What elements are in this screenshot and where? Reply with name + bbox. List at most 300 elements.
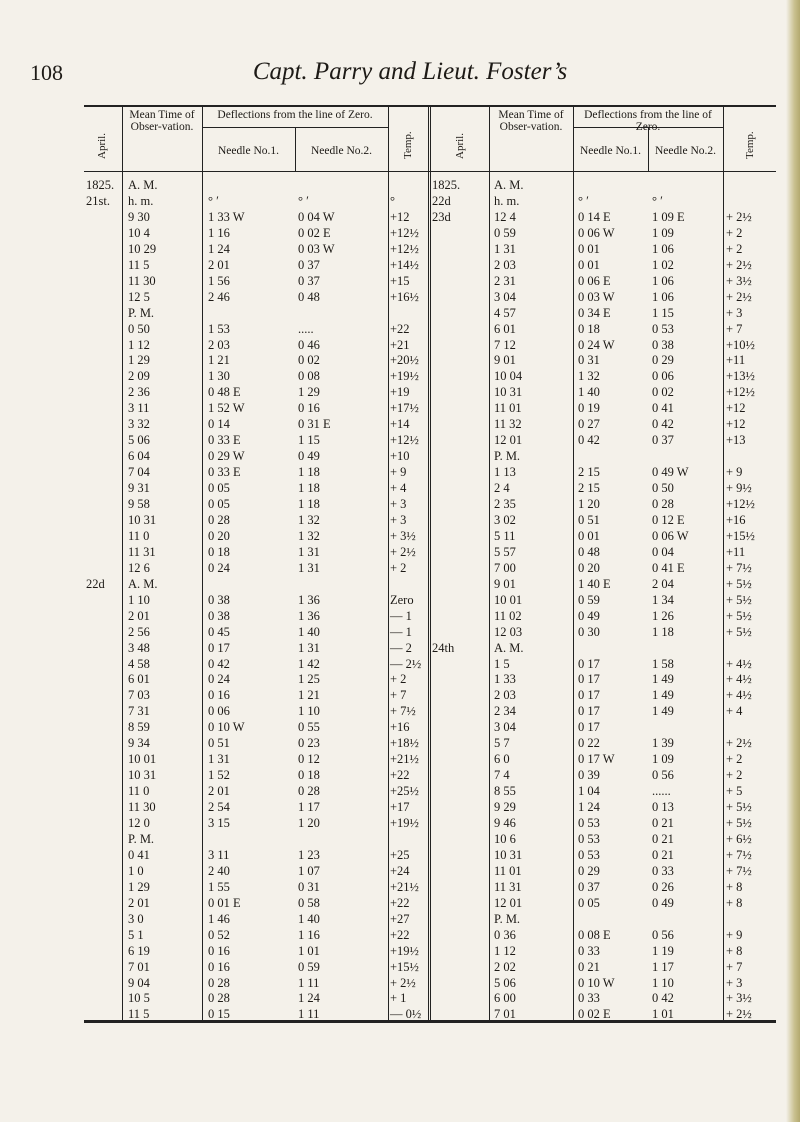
right-time-cell: 1 31 (494, 241, 516, 256)
left-time-cell: 10 4 (128, 225, 150, 240)
left-needle1-cell: ° ′ (208, 193, 219, 208)
right-needle1-cell: 0 06 W (578, 225, 615, 240)
left-date-cell: 1825. (86, 178, 115, 192)
left-time-cell: 11 30 (128, 800, 156, 815)
right-needle2-cell: 0 37 (652, 433, 674, 448)
left-needle1-cell: 0 51 (208, 736, 230, 751)
right-needle2-cell: 0 41 (652, 401, 674, 416)
right-needle2-cell: 1 26 (652, 608, 674, 623)
right-time-cell: 2 03 (494, 257, 516, 272)
left-temp-cell: +22 (390, 895, 410, 910)
left-time-cell: 7 04 (128, 465, 150, 480)
right-needle1-cell: 0 17 (578, 656, 600, 671)
left-temp-cell: +24 (390, 863, 410, 878)
right-time-cell: 12 01 (494, 433, 523, 448)
left-needle2-cell: 0 08 (298, 369, 320, 384)
left-time-cell: 11 0 (128, 784, 150, 799)
left-time-cell: 11 30 (128, 273, 156, 288)
right-temp-cell: + 2½ (726, 257, 752, 272)
right-needle2-cell: 1 34 (652, 592, 674, 607)
left-needle1-cell: 1 52 W (208, 401, 245, 416)
right-time-cell: 2 34 (494, 704, 516, 719)
right-temp-cell: + 8 (726, 879, 743, 894)
left-temp-cell: + 2 (390, 672, 407, 687)
left-needle1-cell: 0 24 (208, 560, 230, 575)
left-temp-cell: +18½ (390, 736, 419, 751)
right-temp-cell: +13½ (726, 369, 755, 384)
right-time-cell: 10 01 (494, 592, 523, 607)
right-needle1-cell: 1 24 (578, 800, 600, 815)
right-time-cell: 6 00 (494, 991, 516, 1006)
right-needle2-cell: 0 38 (652, 337, 674, 352)
left-time-cell: 7 03 (128, 688, 150, 703)
left-needle1-cell: 0 06 (208, 704, 230, 719)
right-temp-cell: + 3 (726, 975, 743, 990)
left-needle1-cell: 2 54 (208, 800, 230, 815)
right-needle2-cell: 0 49 (652, 895, 674, 910)
left-needle2-cell: 1 10 (298, 704, 320, 719)
left-time-cell: 7 31 (128, 704, 150, 719)
right-needle1-cell: 2 15 (578, 465, 600, 480)
left-needle1-cell: 1 24 (208, 241, 230, 256)
right-needle1-cell: 0 01 (578, 257, 600, 272)
right-time-cell: 7 12 (494, 337, 516, 352)
needle2-header-left: Needle No.2. (311, 145, 372, 157)
left-needle2-cell: 0 12 (298, 752, 320, 767)
right-time-cell: 12 03 (494, 624, 523, 639)
right-needle1-cell: 0 08 E (578, 927, 611, 942)
right-temp-cell: + 5½ (726, 800, 752, 815)
left-temp-cell: +12 (390, 209, 410, 224)
right-time-cell: 2 4 (494, 481, 510, 496)
left-needle2-cell: 1 40 (298, 624, 320, 639)
left-temp-cell: — 2 (390, 640, 412, 655)
left-needle1-cell: 1 33 W (208, 209, 245, 224)
right-needle2-cell: 0 56 (652, 927, 674, 942)
left-time-cell: 12 6 (128, 560, 150, 575)
left-needle2-cell: 1 40 (298, 911, 320, 926)
left-needle1-cell: 1 46 (208, 911, 230, 926)
column-rule (430, 107, 431, 1023)
left-temp-cell: — 1 (390, 608, 412, 623)
left-temp-cell: +22 (390, 927, 410, 942)
right-date-cell: 1825. (432, 178, 461, 192)
left-temp-cell: +19½ (390, 816, 419, 830)
left-temp-cell: +17½ (390, 401, 419, 416)
left-needle1-cell: 2 01 (208, 784, 230, 799)
left-needle1-cell: 0 17 (208, 640, 230, 655)
right-needle2-cell: 0 50 (652, 481, 674, 496)
right-needle1-cell: 0 42 (578, 433, 600, 448)
right-temp-cell: + 2½ (726, 736, 752, 751)
right-needle1-cell: 0 51 (578, 512, 600, 527)
left-time-cell: 1 12 (128, 337, 150, 352)
right-temp-cell: +12 (726, 401, 746, 416)
right-needle2-cell: 0 04 (652, 544, 674, 559)
left-needle2-cell: 1 36 (298, 592, 320, 607)
right-time-cell: 8 55 (494, 784, 516, 799)
mean-time-header-left: Mean Time of Obser-vation. (129, 109, 195, 133)
right-temp-cell: +15½ (726, 528, 755, 543)
left-needle1-cell: 0 42 (208, 656, 230, 671)
left-needle2-cell: 1 07 (298, 863, 320, 878)
left-time-cell: h. m. (128, 193, 154, 208)
left-temp-cell: + 3½ (390, 528, 416, 543)
left-time-cell: A. M. (128, 178, 158, 192)
left-needle2-cell: 1 16 (298, 927, 320, 942)
left-needle2-cell: 1 18 (298, 481, 320, 496)
left-needle1-cell: 1 30 (208, 369, 230, 384)
right-time-cell: 2 31 (494, 273, 516, 288)
left-needle1-cell: 0 16 (208, 943, 230, 958)
right-time-cell: 0 59 (494, 225, 516, 240)
right-temp-cell: +12½ (726, 385, 755, 400)
right-needle1-cell: 0 17 (578, 672, 600, 687)
left-temp-cell: — 0½ (390, 1007, 422, 1022)
right-time-cell: 5 57 (494, 544, 516, 559)
left-temp-cell: +17 (390, 800, 410, 815)
right-temp-cell: +10½ (726, 337, 755, 352)
right-time-cell: 2 03 (494, 688, 516, 703)
left-time-cell: 7 01 (128, 959, 150, 974)
right-needle2-cell: 0 06 W (652, 528, 689, 543)
right-needle1-cell: ° ′ (578, 193, 589, 208)
right-time-cell: 11 01 (494, 401, 522, 416)
left-needle1-cell: 1 56 (208, 273, 230, 288)
right-temp-cell: + 9 (726, 927, 743, 942)
right-needle2-cell: 0 28 (652, 497, 674, 511)
column-rule (489, 107, 490, 1023)
left-temp-cell: Zero (390, 592, 414, 607)
right-needle1-cell: 1 04 (578, 784, 600, 799)
left-time-cell: 9 34 (128, 736, 150, 751)
left-time-cell: P. M. (128, 305, 155, 320)
left-needle2-cell: 0 23 (298, 736, 320, 751)
left-temp-cell: +21½ (390, 879, 419, 894)
right-time-cell: 10 31 (494, 385, 523, 400)
right-needle2-cell: 1 49 (652, 672, 674, 687)
right-needle2-cell: 1 49 (652, 688, 674, 703)
left-needle2-cell: ° ′ (298, 193, 309, 208)
right-time-cell: 2 35 (494, 497, 516, 511)
left-needle2-cell: 1 31 (298, 560, 320, 575)
right-temp-cell: + 6½ (726, 831, 752, 846)
left-temp-cell: +15 (390, 273, 410, 288)
column-rule (573, 107, 574, 1023)
right-temp-cell: + 2½ (726, 289, 752, 304)
right-temp-cell: + 2 (726, 768, 743, 783)
left-temp-cell: +19½ (390, 943, 419, 958)
right-temp-cell: + 4½ (726, 688, 752, 703)
left-time-cell: 10 29 (128, 241, 157, 256)
left-needle1-cell: 1 55 (208, 879, 230, 894)
left-time-cell: 3 32 (128, 417, 150, 432)
left-time-cell: 2 36 (128, 385, 150, 400)
left-needle1-cell: 1 31 (208, 752, 230, 767)
right-time-cell: 3 04 (494, 289, 516, 304)
right-temp-cell: + 7 (726, 321, 743, 336)
left-temp-cell: + 7 (390, 688, 407, 703)
left-temp-cell: + 9 (390, 465, 407, 480)
left-needle2-cell: 0 49 (298, 449, 320, 464)
left-needle2-cell: 0 28 (298, 784, 320, 799)
right-needle1-cell: 0 01 (578, 528, 600, 543)
left-time-cell: 11 5 (128, 257, 150, 272)
right-needle1-cell: 0 30 (578, 624, 600, 639)
right-time-cell: h. m. (494, 193, 520, 208)
right-needle2-cell: 0 41 E (652, 560, 685, 575)
left-temp-cell: +25½ (390, 784, 419, 799)
left-needle1-cell: 0 38 (208, 592, 230, 607)
left-needle1-cell: 0 28 (208, 991, 230, 1006)
right-temp-cell: + 2½ (726, 209, 752, 224)
right-needle2-cell: 0 06 (652, 369, 674, 384)
right-needle2-cell: 0 26 (652, 879, 674, 894)
right-needle2-cell: 1 15 (652, 305, 674, 320)
right-temp-cell: + 7½ (726, 863, 752, 878)
left-time-cell: 6 19 (128, 943, 150, 958)
right-temp-cell: + 5½ (726, 592, 752, 607)
left-needle2-cell: 0 58 (298, 895, 320, 910)
right-time-cell: 5 11 (494, 528, 516, 543)
left-needle2-cell: 0 02 E (298, 225, 331, 240)
right-temp-cell: +12 (726, 417, 746, 432)
left-temp-cell: +21½ (390, 752, 419, 767)
left-needle2-cell: 0 37 (298, 273, 320, 288)
left-time-cell: 12 0 (128, 816, 150, 830)
right-needle1-cell: 0 49 (578, 608, 600, 623)
right-time-cell: 11 02 (494, 608, 522, 623)
right-time-cell: 10 6 (494, 831, 516, 846)
left-needle1-cell: 3 11 (208, 847, 230, 862)
left-time-cell: 5 06 (128, 433, 150, 448)
right-needle1-cell: 0 17 (578, 720, 600, 735)
left-needle1-cell: 0 33 E (208, 465, 241, 480)
right-needle1-cell: 0 19 (578, 401, 600, 416)
left-time-cell: 10 01 (128, 752, 157, 767)
left-needle1-cell: 1 52 (208, 768, 230, 783)
right-time-cell: 0 36 (494, 927, 516, 942)
left-time-cell: 10 31 (128, 512, 157, 527)
right-needle1-cell: 1 20 (578, 497, 600, 511)
left-needle1-cell: 0 48 E (208, 385, 241, 400)
right-needle2-cell: 1 06 (652, 241, 674, 256)
right-time-cell: 1 33 (494, 672, 516, 687)
left-time-cell: 1 29 (128, 353, 150, 368)
left-needle1-cell: 0 29 W (208, 449, 245, 464)
right-temp-cell: + 8 (726, 895, 743, 910)
left-date-cell: 22d (86, 576, 105, 591)
right-time-cell: 7 00 (494, 560, 516, 575)
left-time-cell: 11 0 (128, 528, 150, 543)
left-needle1-cell: 0 16 (208, 688, 230, 703)
right-temp-cell: +11 (726, 544, 746, 559)
column-rule (202, 107, 203, 1023)
left-time-cell: 11 31 (128, 544, 156, 559)
left-time-cell: 10 31 (128, 768, 157, 783)
right-needle2-cell: 0 33 (652, 863, 674, 878)
left-time-cell: 12 5 (128, 289, 150, 304)
temp-header-left: Temp. (402, 131, 414, 159)
right-needle2-cell: 0 49 W (652, 465, 689, 480)
right-needle1-cell: 0 17 (578, 688, 600, 703)
right-needle2-cell: 1 09 E (652, 209, 685, 224)
left-needle2-cell: 0 18 (298, 768, 320, 783)
right-temp-cell: + 7½ (726, 560, 752, 575)
left-time-cell: 9 30 (128, 209, 150, 224)
right-time-cell: A. M. (494, 178, 524, 192)
right-needle1-cell: 0 34 E (578, 305, 611, 320)
right-time-cell: 11 32 (494, 417, 522, 432)
left-time-cell: 2 56 (128, 624, 150, 639)
left-needle2-cell: 1 11 (298, 1007, 320, 1022)
left-temp-cell: + 1 (390, 991, 407, 1006)
left-temp-cell: + 4 (390, 481, 407, 496)
left-needle2-cell: 0 59 (298, 959, 320, 974)
right-needle1-cell: 0 17 (578, 704, 600, 719)
right-needle1-cell: 1 40 E (578, 576, 611, 591)
left-time-cell: 2 09 (128, 369, 150, 384)
left-needle2-cell: 1 31 (298, 640, 320, 655)
left-needle1-cell: 1 16 (208, 225, 230, 240)
right-time-cell: 7 4 (494, 768, 510, 783)
left-time-cell: 2 01 (128, 895, 150, 910)
right-time-cell: 9 29 (494, 800, 516, 815)
right-needle1-cell: 0 02 E (578, 1007, 611, 1022)
right-temp-cell: + 7 (726, 959, 743, 974)
right-needle1-cell: 0 27 (578, 417, 600, 432)
right-needle2-cell: 0 02 (652, 385, 674, 400)
left-needle2-cell: 1 36 (298, 608, 320, 623)
left-temp-cell: — 1 (390, 624, 412, 639)
left-needle1-cell: 0 28 (208, 512, 230, 527)
left-needle1-cell: 2 03 (208, 337, 230, 352)
right-needle2-cell: 0 21 (652, 847, 674, 862)
right-needle1-cell: 0 48 (578, 544, 600, 559)
right-needle1-cell: 0 53 (578, 847, 600, 862)
left-time-cell: 1 0 (128, 863, 144, 878)
right-temp-cell: + 8 (726, 943, 743, 958)
left-temp-cell: + 2½ (390, 544, 416, 559)
left-temp-cell: +21 (390, 337, 410, 352)
left-temp-cell: +15½ (390, 959, 419, 974)
left-temp-cell: + 2 (390, 560, 407, 575)
right-needle2-cell: 0 12 E (652, 512, 685, 527)
left-temp-cell: + 3 (390, 497, 407, 511)
left-temp-cell: +22 (390, 768, 410, 783)
left-time-cell: 1 10 (128, 592, 150, 607)
left-temp-cell: +12½ (390, 433, 419, 448)
column-rule (428, 107, 429, 1023)
right-needle1-cell: 0 33 (578, 943, 600, 958)
right-needle2-cell: ...... (652, 784, 671, 799)
right-needle2-cell: 2 04 (652, 576, 674, 591)
right-time-cell: P. M. (494, 449, 521, 464)
left-temp-cell: +16 (390, 720, 410, 735)
left-temp-cell: +14½ (390, 257, 419, 272)
right-needle2-cell: 1 10 (652, 975, 674, 990)
right-temp-cell: + 5½ (726, 816, 752, 830)
right-needle1-cell: 1 40 (578, 385, 600, 400)
right-temp-cell: + 2½ (726, 1007, 752, 1022)
right-needle2-cell: 1 09 (652, 752, 674, 767)
left-needle2-cell: 0 31 E (298, 417, 331, 432)
left-time-cell: 2 01 (128, 608, 150, 623)
right-needle2-cell: 0 56 (652, 768, 674, 783)
right-temp-cell: +16 (726, 512, 746, 527)
right-temp-cell: +13 (726, 433, 746, 448)
right-needle1-cell: 0 10 W (578, 975, 615, 990)
left-time-cell: 9 31 (128, 481, 150, 496)
left-temp-cell: +19 (390, 385, 410, 400)
left-needle2-cell: 0 02 (298, 353, 320, 368)
right-needle1-cell: 0 37 (578, 879, 600, 894)
left-time-cell: 9 58 (128, 497, 150, 511)
right-temp-cell: + 5½ (726, 608, 752, 623)
right-time-cell: 6 01 (494, 321, 516, 336)
right-needle2-cell: 1 06 (652, 289, 674, 304)
left-time-cell: 0 50 (128, 321, 150, 336)
right-needle2-cell: 0 21 (652, 831, 674, 846)
left-needle1-cell: 0 18 (208, 544, 230, 559)
left-needle2-cell: 1 31 (298, 544, 320, 559)
left-temp-cell: +19½ (390, 369, 419, 384)
left-needle2-cell: 0 37 (298, 257, 320, 272)
right-temp-cell: +12½ (726, 497, 755, 511)
needle1-header-right: Needle No.1. (580, 145, 641, 157)
left-needle2-cell: 1 17 (298, 800, 320, 815)
right-temp-cell: + 5½ (726, 624, 752, 639)
left-needle2-cell: 1 01 (298, 943, 320, 958)
right-temp-cell: + 3 (726, 305, 743, 320)
right-temp-cell: +11 (726, 353, 746, 368)
left-temp-cell: + 3 (390, 512, 407, 527)
left-temp-cell: +22 (390, 321, 410, 336)
right-time-cell: 10 31 (494, 847, 523, 862)
right-needle2-cell: 0 42 (652, 417, 674, 432)
right-needle2-cell: 1 01 (652, 1007, 674, 1022)
right-time-cell: 4 57 (494, 305, 516, 320)
right-temp-cell: + 2 (726, 225, 743, 240)
mean-time-header-right: Mean Time of Obser-vation. (498, 109, 564, 133)
right-time-cell: 12 01 (494, 895, 523, 910)
right-needle1-cell: 0 53 (578, 816, 600, 830)
left-needle2-cell: 0 46 (298, 337, 320, 352)
left-needle1-cell: 0 20 (208, 528, 230, 543)
right-temp-cell: + 5½ (726, 576, 752, 591)
left-temp-cell: +12½ (390, 241, 419, 256)
left-temp-cell: + 7½ (390, 704, 416, 719)
right-needle2-cell: 0 53 (652, 321, 674, 336)
left-needle2-cell: 1 21 (298, 688, 320, 703)
right-time-cell: 5 06 (494, 975, 516, 990)
left-needle2-cell: 1 24 (298, 991, 320, 1006)
april-header-left: April. (96, 133, 108, 159)
right-time-cell: 10 04 (494, 369, 523, 384)
right-time-cell: 6 0 (494, 752, 510, 767)
right-temp-cell: + 9½ (726, 481, 752, 496)
needle2-header-right: Needle No.2. (655, 145, 716, 157)
right-temp-cell: + 3½ (726, 991, 752, 1006)
left-needle2-cell: 1 15 (298, 433, 320, 448)
right-time-cell: 2 02 (494, 959, 516, 974)
right-needle2-cell: 1 58 (652, 656, 674, 671)
left-needle1-cell: 3 15 (208, 816, 230, 830)
right-needle2-cell: 1 02 (652, 257, 674, 272)
left-needle1-cell: 1 21 (208, 353, 230, 368)
left-needle1-cell: 0 15 (208, 1007, 230, 1022)
left-needle2-cell: 1 18 (298, 465, 320, 480)
